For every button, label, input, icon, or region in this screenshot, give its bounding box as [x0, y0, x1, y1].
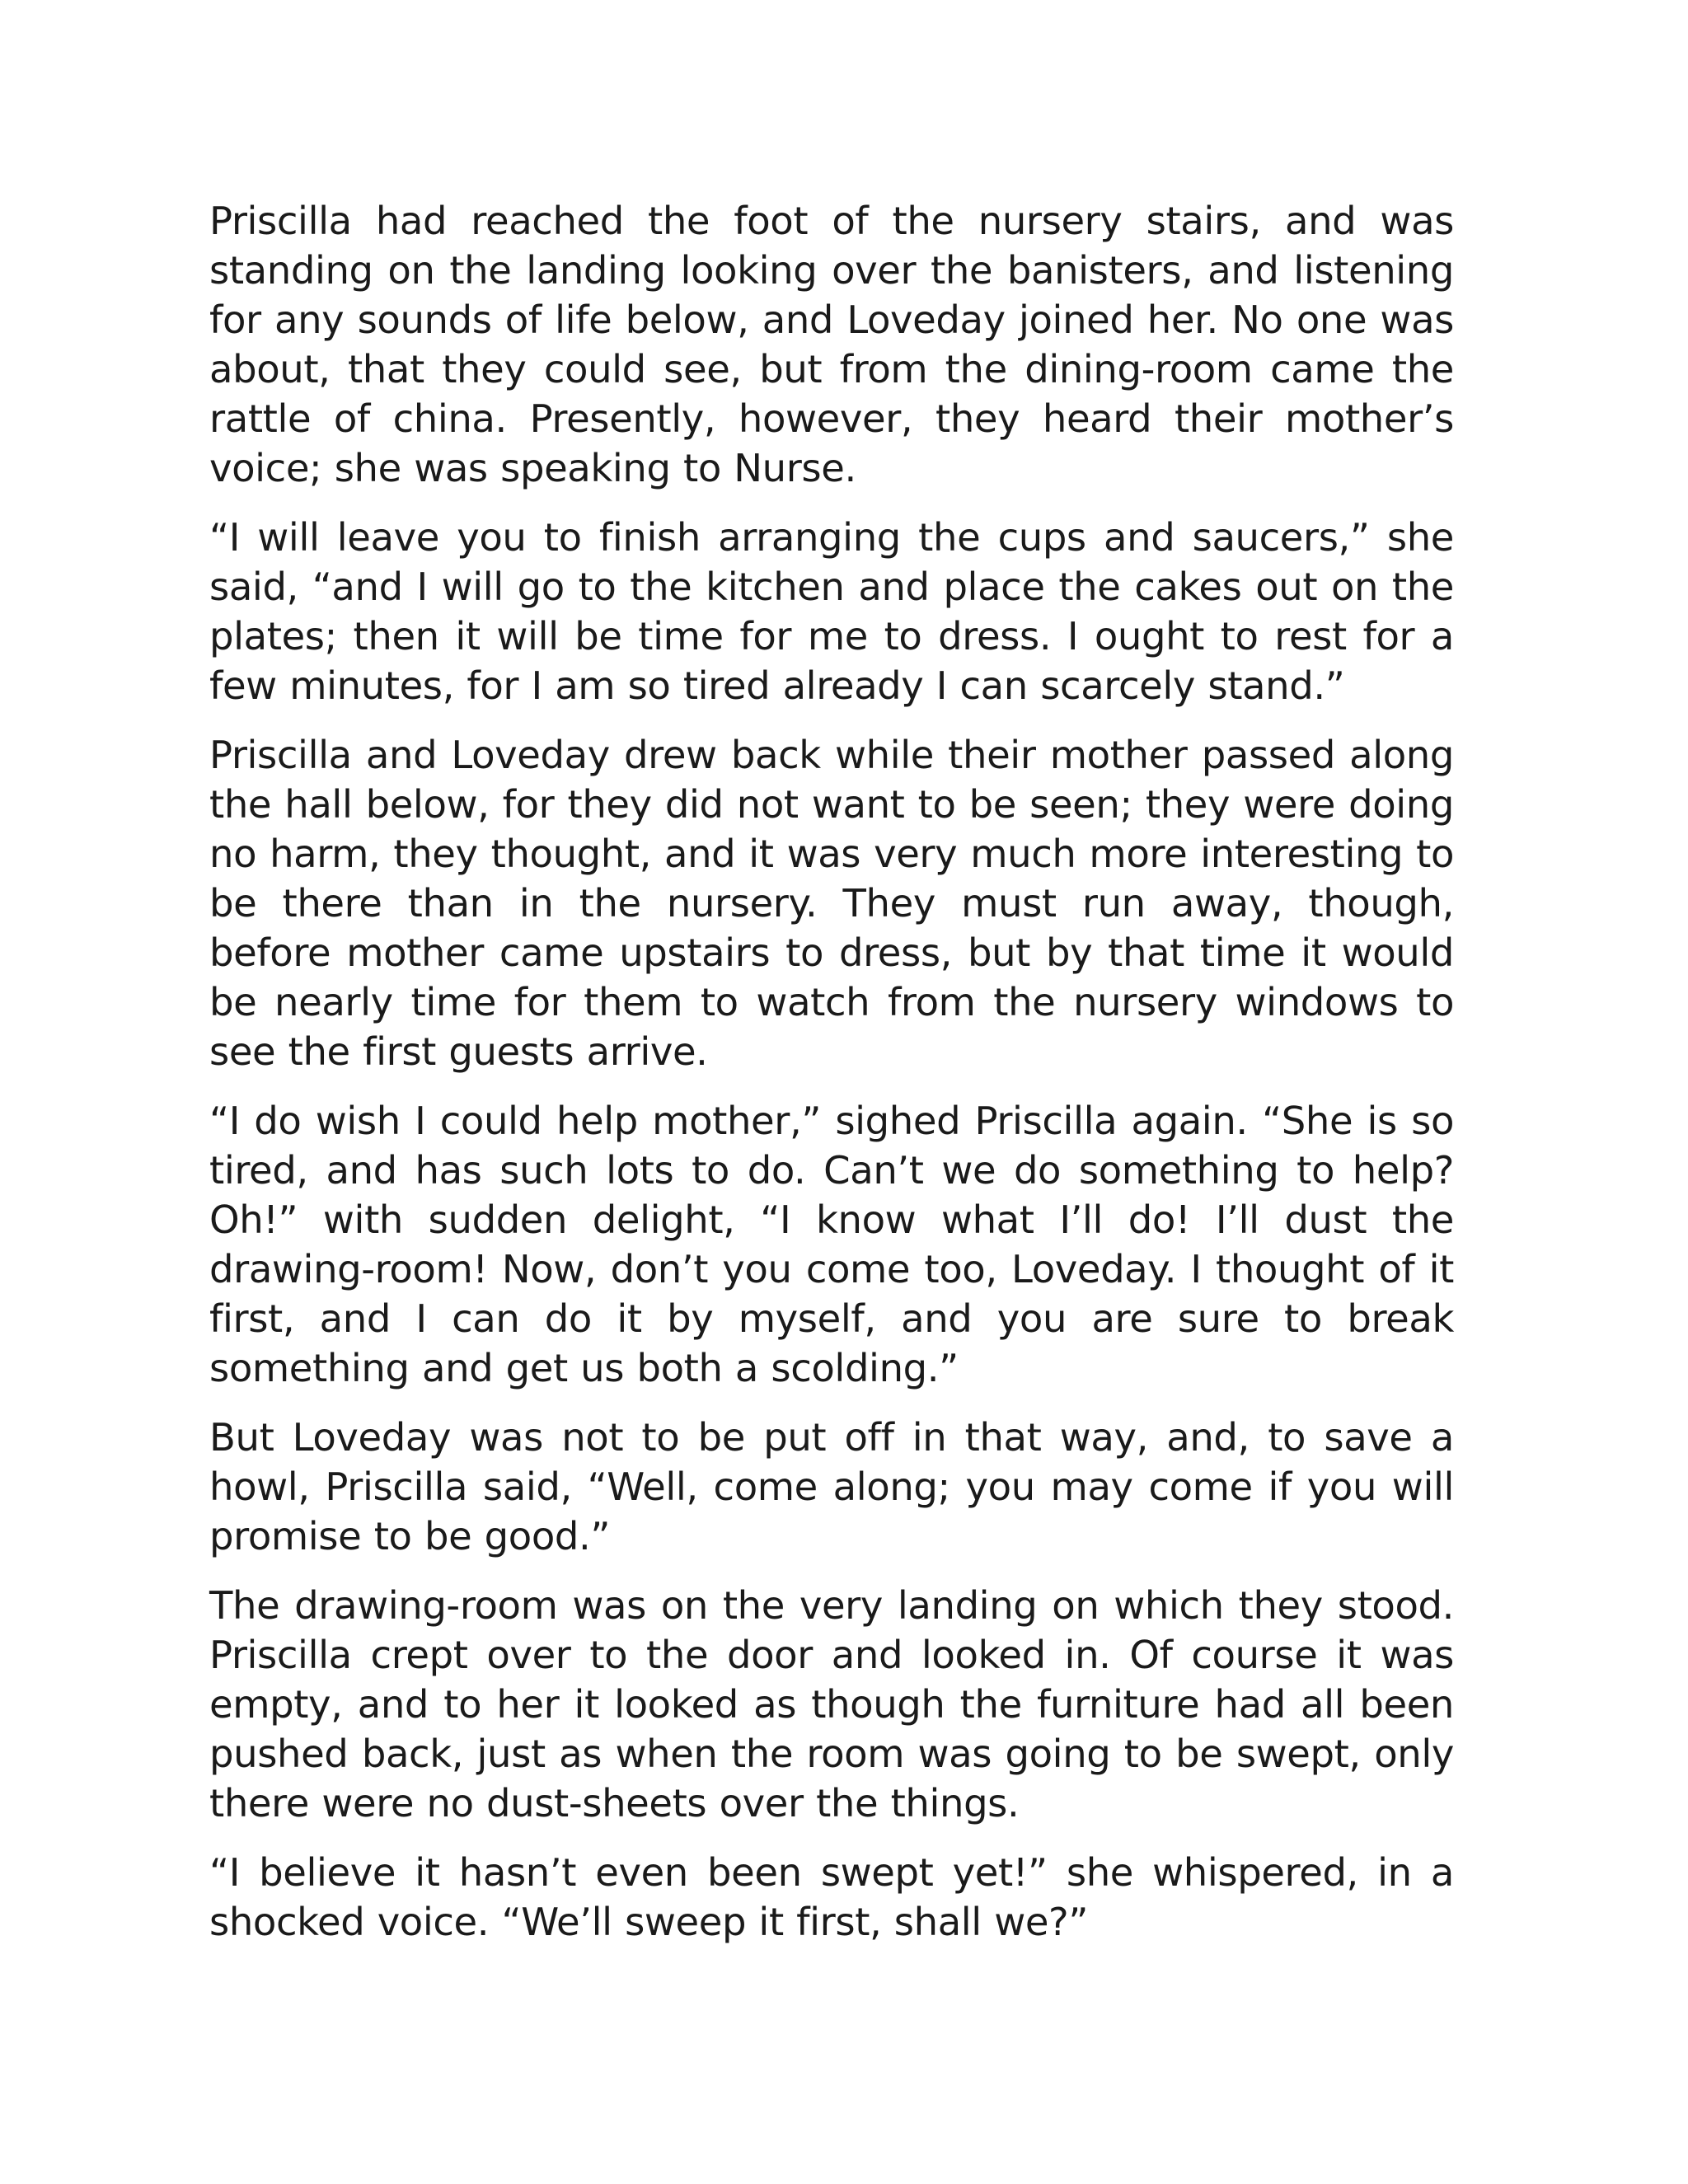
paragraph-3: Priscilla and Loveday drew back while their mother passed along the hall below, for they did not want to be seen; they were doing no harm, they thought, and it was very much more interesting to be there than in the nursery. They must run away, though, before mother came upstairs to dress, but by that time it would be nearly time for them to watch from the nursery windows to see the first guests arrive. [209, 733, 1454, 1074]
paragraph-7: “I believe it hasn’t even been swept yet!” she whispered, in a shocked voice. “We’ll sweep it first, shall we?” [209, 1850, 1454, 1944]
paragraph-5: But Loveday was not to be put off in that way, and, to save a howl, Priscilla said, “Well, come along; you may come if you will promise to be good.” [209, 1415, 1454, 1558]
paragraph-2: “I will leave you to finish arranging the cups and saucers,” she said, “and I will go to the kitchen and place the cakes out on the plates; then it will be time for me to dress. I ought to rest for a few minutes, for I am so tired already I can scarcely stand.” [209, 515, 1454, 708]
paragraph-4: “I do wish I could help mother,” sighed Priscilla again. “She is so tired, and has such lots to do. Can’t we do something to help? Oh!” with sudden delight, “I know what I’ll do! I’ll dust the drawing-room! Now, don’t you come too, Loveday. I thought of it first, and I can do it by myself, and you are sure to break something and get us both a scolding.” [209, 1099, 1454, 1390]
document-page [209, 196, 1454, 1966]
paragraph-6: The drawing-room was on the very landing on which they stood. Priscilla crept over to the door and looked in. Of course it was empty, and to her it looked as though the furniture had all been pushed back, just as when the room was going to be swept, only there were no dust-sheets over the things. [209, 1583, 1454, 1825]
paragraph-1: Priscilla had reached the foot of the nursery stairs, and was standing on the landing looking over the banisters, and listening for any sounds of life below, and Loveday joined her. No one was about, that they could see, but from the dining-room came the rattle of china. Presently, however, they heard their mother’s voice; she was speaking to Nurse. [209, 199, 1454, 490]
